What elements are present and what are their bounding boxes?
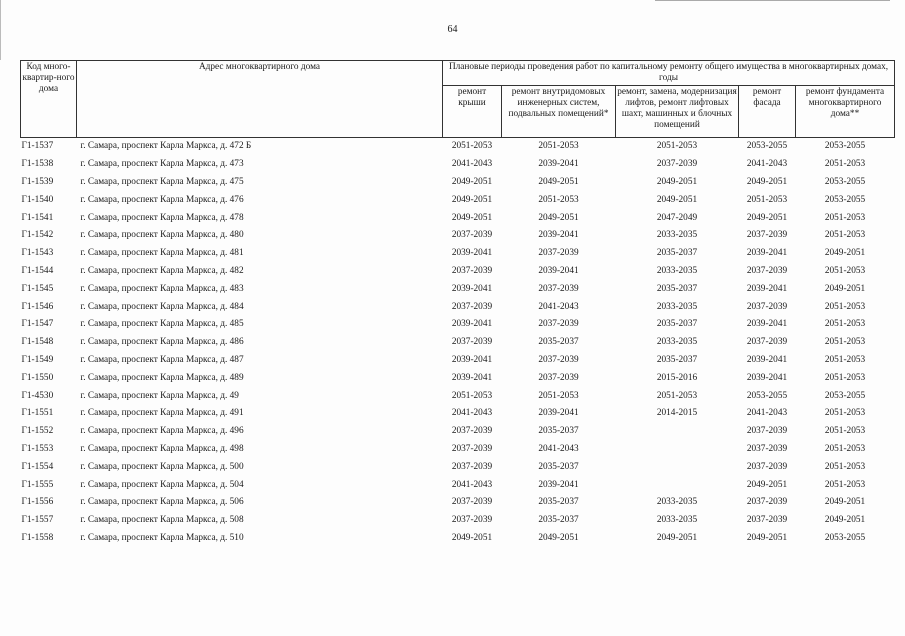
cell-lifts: 2051-2053 <box>656 390 698 401</box>
table-row <box>21 298 895 316</box>
cell-lifts: 2051-2053 <box>656 141 698 152</box>
table-row <box>21 191 895 209</box>
header-periods: Плановые периоды проведения работ по капитальному ремонту общего имущества в многоквартирных домах, годы <box>443 61 895 86</box>
cell-foundation: 2049-2051 <box>824 248 866 259</box>
cell-engineering: 2051-2053 <box>538 194 579 205</box>
cell-code: Г1-1555 <box>21 479 54 490</box>
cell-address: г. Самара, проспект Карла Маркса, д. 485 <box>80 319 244 330</box>
page-number: 64 <box>447 24 458 35</box>
table-row <box>21 263 895 281</box>
cell-roof: 2039-2041 <box>451 319 493 330</box>
cell-engineering: 2035-2037 <box>538 337 579 348</box>
header-foundation: ремонт фундамента многоквартирного дома** <box>796 86 895 138</box>
cell-foundation: 2053-2055 <box>824 176 866 187</box>
cell-code: Г1-1546 <box>21 301 54 312</box>
cell-engineering: 2035-2037 <box>538 497 579 508</box>
cell-address: г. Самара, проспект Карла Маркса, д. 481 <box>80 248 244 259</box>
cell-engineering: 2041-2043 <box>538 301 579 312</box>
cell-code: Г1-1557 <box>21 515 54 526</box>
cell-lifts: 2033-2035 <box>656 337 698 348</box>
header-code: Код много-квартир-ного дома <box>21 61 77 138</box>
cell-roof: 2051-2053 <box>451 390 493 401</box>
cell-address: г. Самара, проспект Карла Маркса, д. 489 <box>80 372 244 383</box>
cell-facade: 2041-2043 <box>746 159 788 170</box>
cell-engineering: 2039-2041 <box>538 408 579 419</box>
cell-facade: 2041-2043 <box>746 408 788 419</box>
table-row <box>21 174 895 192</box>
cell-foundation: 2053-2055 <box>824 194 866 205</box>
cell-address: г. Самара, проспект Карла Маркса, д. 487 <box>80 354 244 365</box>
cell-code: Г1-1547 <box>21 319 54 330</box>
cell-lifts <box>616 441 739 459</box>
cell-code: Г1-1543 <box>21 248 54 259</box>
cell-foundation: 2051-2053 <box>824 408 866 419</box>
cell-facade: 2037-2039 <box>746 426 788 437</box>
cell-lifts: 2035-2037 <box>656 283 698 294</box>
cell-engineering: 2037-2039 <box>538 319 579 330</box>
header-engineering: ремонт внутридомовых инженерных систем, подвальных помещений* <box>502 86 616 138</box>
cell-address: г. Самара, проспект Карла Маркса, д. 504 <box>80 479 244 490</box>
cell-code: Г1-1556 <box>21 497 54 508</box>
table-row <box>21 209 895 227</box>
cell-lifts: 2049-2051 <box>656 532 698 543</box>
cell-address: г. Самара, проспект Карла Маркса, д. 49 <box>80 390 239 401</box>
cell-engineering: 2039-2041 <box>538 479 579 490</box>
cell-address: г. Самара, проспект Карла Маркса, д. 480 <box>80 230 244 241</box>
cell-roof: 2037-2039 <box>451 461 493 472</box>
table-row <box>21 334 895 352</box>
cell-lifts: 2015-2016 <box>656 372 698 383</box>
cell-facade: 2037-2039 <box>746 265 788 276</box>
cell-code: Г1-1545 <box>21 283 54 294</box>
cell-roof: 2041-2043 <box>451 408 493 419</box>
cell-code: Г1-1544 <box>21 265 54 276</box>
cell-code: Г1-4530 <box>21 390 54 401</box>
cell-roof: 2037-2039 <box>451 497 493 508</box>
table-row <box>21 405 895 423</box>
table-row <box>21 138 895 156</box>
cell-address: г. Самара, проспект Карла Маркса, д. 483 <box>80 283 244 294</box>
cell-lifts: 2049-2051 <box>656 194 698 205</box>
cell-engineering: 2039-2041 <box>538 265 579 276</box>
cell-roof: 2049-2051 <box>451 194 493 205</box>
cell-facade: 2037-2039 <box>746 337 788 348</box>
cell-roof: 2039-2041 <box>451 283 493 294</box>
table-header <box>21 61 895 138</box>
cell-address: г. Самара, проспект Карла Маркса, д. 482 <box>80 265 244 276</box>
cell-roof: 2037-2039 <box>451 230 493 241</box>
cell-facade: 2037-2039 <box>746 230 788 241</box>
cell-lifts: 2035-2037 <box>656 354 698 365</box>
cell-facade: 2049-2051 <box>746 176 788 187</box>
table-row <box>21 369 895 387</box>
cell-engineering: 2035-2037 <box>538 461 579 472</box>
cell-code: Г1-1542 <box>21 230 54 241</box>
cell-engineering: 2049-2051 <box>538 212 579 223</box>
cell-lifts <box>616 458 739 476</box>
cell-address: г. Самара, проспект Карла Маркса, д. 473 <box>80 159 244 170</box>
cell-engineering: 2041-2043 <box>538 443 579 454</box>
cell-engineering: 2039-2041 <box>538 159 579 170</box>
cell-roof: 2049-2051 <box>451 532 493 543</box>
cell-facade: 2037-2039 <box>746 497 788 508</box>
cell-code: Г1-1539 <box>21 176 54 187</box>
cell-foundation: 2051-2053 <box>824 372 866 383</box>
cell-code: Г1-1548 <box>21 337 54 348</box>
cell-foundation: 2053-2055 <box>824 141 866 152</box>
cell-foundation: 2051-2053 <box>824 301 866 312</box>
cell-roof: 2037-2039 <box>451 337 493 348</box>
cell-address: г. Самара, проспект Карла Маркса, д. 508 <box>80 515 244 526</box>
cell-engineering: 2037-2039 <box>538 248 579 259</box>
cell-roof: 2041-2043 <box>451 479 493 490</box>
header-facade: ремонт фасада <box>739 86 796 138</box>
table-row <box>21 387 895 405</box>
cell-address: г. Самара, проспект Карла Маркса, д. 486 <box>80 337 244 348</box>
cell-foundation: 2051-2053 <box>824 212 866 223</box>
cell-foundation: 2051-2053 <box>824 461 866 472</box>
cell-roof: 2037-2039 <box>451 515 493 526</box>
cell-engineering: 2049-2051 <box>538 176 579 187</box>
cell-roof: 2037-2039 <box>451 301 493 312</box>
cell-engineering: 2049-2051 <box>538 532 579 543</box>
table-row <box>21 476 895 494</box>
cell-foundation: 2051-2053 <box>824 159 866 170</box>
table-row <box>21 423 895 441</box>
table-row <box>21 316 895 334</box>
header-address: Адрес многоквартирного дома <box>77 61 443 138</box>
cell-address: г. Самара, проспект Карла Маркса, д. 484 <box>80 301 244 312</box>
cell-lifts: 2047-2049 <box>656 212 698 223</box>
cell-code: Г1-1538 <box>21 159 54 170</box>
cell-foundation: 2053-2055 <box>824 390 866 401</box>
cell-roof: 2049-2051 <box>451 212 493 223</box>
cell-foundation: 2049-2051 <box>824 515 866 526</box>
table-row <box>21 512 895 530</box>
cell-lifts: 2037-2039 <box>656 159 698 170</box>
cell-address: г. Самара, проспект Карла Маркса, д. 476 <box>80 194 244 205</box>
cell-roof: 2039-2041 <box>451 248 493 259</box>
cell-facade: 2049-2051 <box>746 479 788 490</box>
cell-address: г. Самара, проспект Карла Маркса, д. 478 <box>80 212 244 223</box>
cell-lifts: 2035-2037 <box>656 248 698 259</box>
cell-address: г. Самара, проспект Карла Маркса, д. 491 <box>80 408 244 419</box>
top-rule <box>655 0 890 1</box>
cell-code: Г1-1541 <box>21 212 54 223</box>
cell-address: г. Самара, проспект Карла Маркса, д. 475 <box>80 176 244 187</box>
table-row <box>21 530 895 548</box>
cell-foundation: 2051-2053 <box>824 265 866 276</box>
cell-engineering: 2035-2037 <box>538 515 579 526</box>
cell-facade: 2039-2041 <box>746 248 788 259</box>
cell-engineering: 2051-2053 <box>538 141 579 152</box>
table-body <box>21 138 895 548</box>
cell-foundation: 2051-2053 <box>824 479 866 490</box>
cell-address: г. Самара, проспект Карла Маркса, д. 506 <box>80 497 244 508</box>
cell-lifts: 2035-2037 <box>656 319 698 330</box>
table-row <box>21 494 895 512</box>
cell-facade: 2037-2039 <box>746 515 788 526</box>
table-row <box>21 280 895 298</box>
table-row <box>21 352 895 370</box>
cell-address: г. Самара, проспект Карла Маркса, д. 498 <box>80 443 244 454</box>
cell-code: Г1-1540 <box>21 194 54 205</box>
header-roof: ремонт крыши <box>443 86 502 138</box>
cell-code: Г1-1537 <box>21 141 54 152</box>
cell-engineering: 2035-2037 <box>538 426 579 437</box>
table-row <box>21 458 895 476</box>
table-row <box>21 441 895 459</box>
cell-code: Г1-1558 <box>21 532 54 543</box>
cell-facade: 2049-2051 <box>746 532 788 543</box>
cell-lifts: 2049-2051 <box>656 176 698 187</box>
cell-lifts <box>616 423 739 441</box>
cell-facade: 2039-2041 <box>746 372 788 383</box>
cell-facade: 2049-2051 <box>746 212 788 223</box>
cell-address: г. Самара, проспект Карла Маркса, д. 496 <box>80 426 244 437</box>
cell-roof: 2039-2041 <box>451 372 493 383</box>
cell-roof: 2037-2039 <box>451 426 493 437</box>
cell-engineering: 2039-2041 <box>538 230 579 241</box>
cell-lifts: 2033-2035 <box>656 301 698 312</box>
cell-engineering: 2037-2039 <box>538 283 579 294</box>
cell-roof: 2037-2039 <box>451 443 493 454</box>
cell-foundation: 2051-2053 <box>824 337 866 348</box>
table-row <box>21 156 895 174</box>
cell-engineering: 2037-2039 <box>538 372 579 383</box>
cell-code: Г1-1549 <box>21 354 54 365</box>
cell-lifts: 2033-2035 <box>656 230 698 241</box>
cell-foundation: 2049-2051 <box>824 283 866 294</box>
cell-foundation: 2053-2055 <box>824 532 866 543</box>
capital-repair-table <box>20 60 895 547</box>
cell-roof: 2041-2043 <box>451 159 493 170</box>
cell-code: Г1-1554 <box>21 461 54 472</box>
table-row <box>21 245 895 263</box>
cell-facade: 2053-2055 <box>746 390 788 401</box>
cell-lifts: 2033-2035 <box>656 265 698 276</box>
cell-code: Г1-1552 <box>21 426 54 437</box>
cell-address: г. Самара, проспект Карла Маркса, д. 500 <box>80 461 244 472</box>
cell-roof: 2049-2051 <box>451 176 493 187</box>
cell-foundation: 2051-2053 <box>824 354 866 365</box>
cell-code: Г1-1553 <box>21 443 54 454</box>
cell-foundation: 2051-2053 <box>824 443 866 454</box>
cell-roof: 2039-2041 <box>451 354 493 365</box>
cell-roof: 2051-2053 <box>451 141 493 152</box>
cell-lifts: 2014-2015 <box>656 408 698 419</box>
cell-foundation: 2051-2053 <box>824 230 866 241</box>
cell-code: Г1-1551 <box>21 408 54 419</box>
cell-lifts: 2033-2035 <box>656 515 698 526</box>
cell-lifts <box>616 476 739 494</box>
cell-facade: 2037-2039 <box>746 461 788 472</box>
cell-foundation: 2051-2053 <box>824 319 866 330</box>
capital-repair-table-wrap <box>20 60 894 547</box>
cell-facade: 2039-2041 <box>746 319 788 330</box>
cell-address: г. Самара, проспект Карла Маркса, д. 472 Б <box>80 141 252 152</box>
cell-facade: 2037-2039 <box>746 443 788 454</box>
cell-code: Г1-1550 <box>21 372 54 383</box>
cell-facade: 2053-2055 <box>746 141 788 152</box>
cell-roof: 2037-2039 <box>451 265 493 276</box>
cell-engineering: 2037-2039 <box>538 354 579 365</box>
cell-foundation: 2051-2053 <box>824 426 866 437</box>
header-lifts: ремонт, замена, модернизация лифтов, ремонт лифтовых шахт, машинных и блочных помещений <box>616 86 739 138</box>
cell-facade: 2051-2053 <box>746 194 788 205</box>
cell-foundation: 2049-2051 <box>824 497 866 508</box>
table-row <box>21 227 895 245</box>
cell-facade: 2039-2041 <box>746 283 788 294</box>
cell-lifts: 2033-2035 <box>656 497 698 508</box>
cell-engineering: 2051-2053 <box>538 390 579 401</box>
cell-facade: 2037-2039 <box>746 301 788 312</box>
cell-facade: 2039-2041 <box>746 354 788 365</box>
cell-address: г. Самара, проспект Карла Маркса, д. 510 <box>80 532 244 543</box>
